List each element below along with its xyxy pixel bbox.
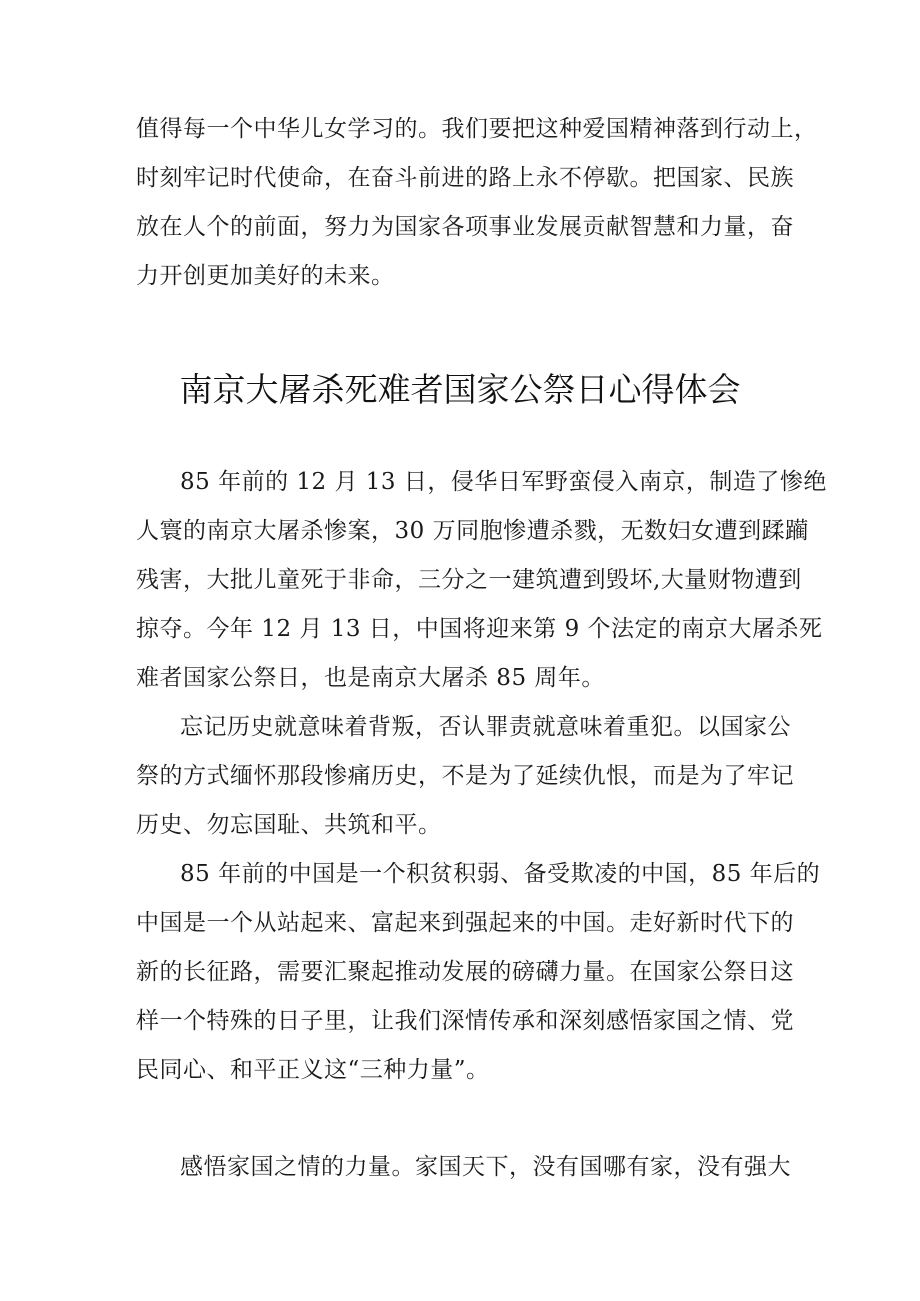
paragraph3-line-2: 中国是一个从站起来、富起来到强起来的中国。走好新时代下的 — [136, 910, 794, 936]
paragraph1-line-4: 掠夺。今年 12 月 13 日，中国将迎来第 9 个法定的南京大屠杀死 — [136, 616, 823, 642]
paragraph3-line-1: 85 年前的中国是一个积贫积弱、备受欺凌的中国，85 年后的 — [180, 861, 821, 887]
paragraph1-line-5: 难者国家公祭日，也是南京大屠杀 85 周年。 — [136, 665, 605, 691]
paragraph2-line-1: 忘记历史就意味着背叛，否认罪责就意味着重犯。以国家公 — [180, 714, 791, 740]
paragraph2-line-3: 历史、勿忘国耻、共筑和平。 — [136, 812, 442, 838]
paragraph1-line-2: 人寰的南京大屠杀惨案，30 万同胞惨遭杀戮，无数妇女遭到蹂躏 — [136, 518, 809, 544]
intro-line-1: 值得每一个中华儿女学习的。我们要把这种爱国精神落到行动上， — [136, 116, 818, 142]
intro-line-4: 力开创更加美好的未来。 — [136, 263, 395, 289]
intro-line-2: 时刻牢记时代使命，在奋斗前进的路上永不停歇。把国家、民族 — [136, 165, 794, 191]
paragraph1-line-3: 残害，大批儿童死于非命，三分之一建筑遭到毁坏,大量财物遭到 — [136, 567, 802, 593]
paragraph3-line-4: 样一个特殊的日子里，让我们深情传承和深刻感悟家国之情、党 — [136, 1008, 794, 1034]
paragraph3-line-3: 新的长征路，需要汇聚起推动发展的磅礴力量。在国家公祭日这 — [136, 959, 794, 985]
paragraph3-line-5: 民同心、和平正义这“三种力量”。 — [136, 1057, 490, 1083]
document-title: 南京大屠杀死难者国家公祭日心得体会 — [179, 370, 741, 409]
intro-line-3: 放在人个的前面，努力为国家各项事业发展贡献智慧和力量，奋 — [136, 214, 794, 240]
paragraph2-line-2: 祭的方式缅怀那段惨痛历史，不是为了延续仇恨，而是为了牢记 — [136, 763, 794, 789]
paragraph1-line-1: 85 年前的 12 月 13 日，侵华日军野蛮侵入南京，制造了惨绝 — [180, 469, 827, 495]
paragraph4-line-1: 感悟家国之情的力量。家国天下，没有国哪有家，没有强大 — [180, 1154, 791, 1180]
